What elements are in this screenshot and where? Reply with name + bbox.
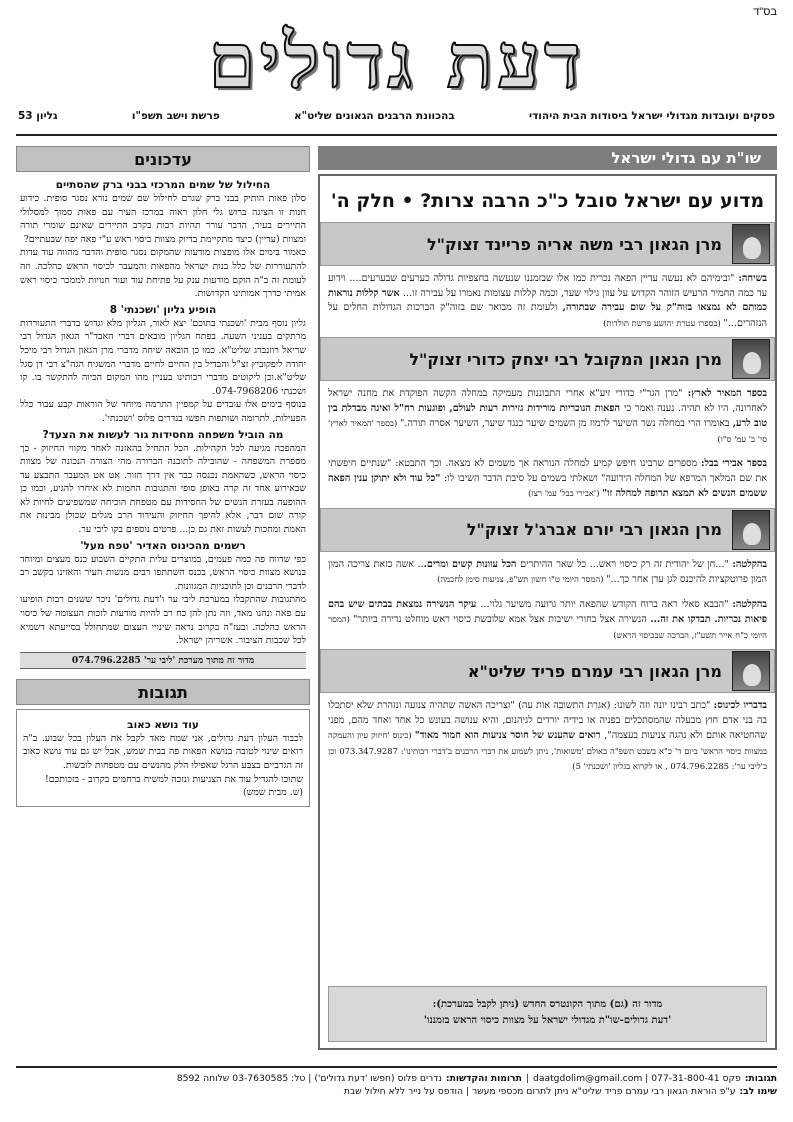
update-title: מה הוביל משפחה מחסידות גור לעשות את הצעד? [42,428,284,441]
quote-lead: בהקלטה: [732,558,767,570]
masthead-title: דעת גדולים [208,16,585,105]
quote-lead: בהקלטה: [732,598,767,610]
subhead [18,110,775,128]
quote-paragraph [328,272,767,331]
response-signature: (ש. מבית שמש) [243,787,303,799]
update-title: הופיע גליון 'ושכנתי' 8 [109,303,217,316]
response-title: עוד נושא כאוב [127,718,199,731]
quote-bold: עיקר הנשירה נמצאת בבתים שיש בהם פיאות נכריות. תבדקו את זה... [328,598,767,625]
quote-tail: .. אשה כזאת צריכה המון המון פרוטקציות להיכנס לגן עדן אחר כך..." [328,558,767,585]
footer-line-2: 'דעת גדולים-שו"ת מגדולי ישראל על מצוות כיסוי הראש בזמננו' [423,1015,672,1026]
bottom-row-2 [16,1085,777,1098]
rabbi-name: מרן הגאון רבי עמרם פריד שליט"א [467,661,722,681]
quote-tail: הנשירה אצל בחורי ישיבות אצל אמא שלובשת כיסוי ראש מוחלט נדירה ביותר" [353,614,651,625]
update-text: סלון פאות הותיק בבני ברק שגרם לחילול שם שמים נורא נסגר סופית. כידוע חנות זו הציגה ברוש גלי חלון ראוה במרכז העיר עם פאות סמוך למסלולי התיירים בעיר, הדבר עורר תהיות רבות בקרב התיירים שאינם שומרי תורה ומצוות (עדיין) כיצד מתקיימת בדיוק מצוות כיסוי ראש ע"י פאה יפה שבעתיים? [20,193,306,245]
main-footer-box [328,986,767,1042]
quote-paragraph [328,457,767,502]
subhead-issue: גליון 53 [18,110,58,122]
response-box [16,709,310,807]
top-rule [16,134,777,136]
rabbi-portrait [732,224,770,264]
quote-bold: "כל עוד ולא יתוקן ענין הפאה ששמים הנשים לא תמצא תרופה למחלה זו" [328,472,767,499]
quote-source: (המסר היומי ט"ו חשון תש"פ, צניעות סימן לחכמה) [437,574,607,584]
quote-bold: אשר קללות נוראות כמותם לא נמצאו בזוה"ק על שום עבירה שבתורה, [328,287,767,313]
quote-text: "כתב רבינו יונה וזה לשונו: (אגרת התשובה אות עה) "וצריכה האשה שתהיה צנועה ונזהרת שלא יסתכלו בה בני אדם חוץ מבעלה שהמסתכלים בפניה או בידיה יורדים לגיהנום, והיא ענושה בעונש כל אחד ואחד מהם, מפני שהחטיאה אותם ולא נהגה צניעות בעצמה", [328,700,767,741]
quote-bold: הכל עוונות קשים ומרים. [423,558,521,570]
quote-text: "הבבא סאלי ראה ברוח הקודש שהפאה יותר גרועה משיער גלוי... [480,598,733,610]
main-header: שו"ת עם גדולי ישראל [318,146,777,170]
update-text: גליון נוסף מבית 'ושכנתי בתוכם' יצא לאור, הגליון מלא וגדוש בדברי התעוררות מרתקים בעניני השעה. בפתח הגליון מובאים דברי האבד"ר הגאון הגדול רבי שריאל רוזנברג שליט"א. כמו כן הובאה שיחה מדברי מרן הגאון הגדול רבי מיכל יהודה ליפקוביץ זצ"ל והבדיל בין החיים לחיים מדברי המשגיח הגה"צ רבי דן סגל שליט"א.וכן ליקוטים מדברי רבותינו בעניין מהו המקום הכיוה להתקשר בו. קו ושכנתי 074-7968206. [20,317,306,397]
quote-source: ('אבירי בבל' עמ' רצו) [528,488,603,498]
quote-paragraph [328,558,767,588]
quote-lead: בשיחה: [738,273,767,284]
update-text: מהתגובות שהתקבלו במערכת ליבי ער ו'דעת גדולים' ניכר ששנים רבות הופיעו עם פאה ונהנו מאד, וזה נתן להן כח רב להיות מודעות לזכות העצומה של כיסוי הראש כהלכה. ובעז"ה בקרוב נראה שינויי העצום שמתחולל בסייעתא דשמיא לכל שכבות הציבור. אשריהן ישראל. [20,594,306,647]
quote-bold: רואים שהענש של חוסר צניעות הוא חמור מאוד" [414,730,605,741]
update-text: כפי שדווח פה כמה פעמים, במוצרים עלית התקיים השבוע כנס מעצים ומיוחד בנושא מצוות כיסוי הראש, בכנס השתתפו רבים מנשות העיר והאזינו בקשב רב לדברי הרבנים וכן לתוכניות המגוונות. [20,553,306,592]
quote-lead: בספר אבירי בבל: [701,458,767,469]
quote-lead: בדבריו לכינוס: [713,700,767,711]
rabbi-band [320,508,775,552]
notice-text: ע"פ הוראת הגאון רבי עמרם פריד שליט"א ניתן לתרום מכספי מעשר | הודפס על נייר ללא חילול שבת [343,1086,736,1097]
rabbi-name: מרן הגאון רבי משה אריה פריינד זצוק"ל [426,234,722,254]
donations-info: נדרים פלוס (חפשו 'דעת גדולים') | טל: 03-7630585 שלוחה 8592 [176,1073,442,1084]
bottom-row-1: תגובות: פקס 077-31-800-41 | daatgdolim@gmail.com | תרומות והקדשות: נדרים פלוס (חפשו 'דעת גדולים') | טל: 03-7630585 שלוחה 8592 [176,1073,777,1084]
quote-paragraph [328,387,767,447]
responses-header: תגובות [16,679,310,705]
quote-text: "מרן הגר"י כדורי זיע"א אחרי התבוננות מעמיקה במחלה הקשה הפוקדת את מחנה ישראל לאחרונה, היו לא תהיה. נענה ואמר כי [328,388,768,414]
side-column [16,146,310,807]
quote-paragraph [328,598,767,644]
contact-label: תגובות: [744,1073,777,1084]
rabbi-band [320,222,775,266]
subhead-tagline: פסקים ועובדות מגדולי ישראל ביסודות הבית היהודי [528,110,775,122]
update-title: רשמים מהכינוס האדיר 'טפח מעל' [80,539,246,552]
quote-text: "ובימיהם לא נעשה עדיין הפאה נכרית כמו אלו שבזמננו שנעשה בחצפיות גדולה כערעים שבערעים.... וידוע עד כמה החמיר הרעיש הזוהר הקדוש על עוון גילוי שער, וכמה קללות עצומות נאמרו על עבירה זו... [328,273,767,299]
subhead-parsha: פרשת וישב תשפ"ו [131,110,220,122]
updates-contact: מדור זה מתוך מערכת 'ליבי ער' 074.796.2285 [20,652,306,669]
rabbi-band [320,337,775,381]
masthead [0,18,793,104]
quote-source: (כינוס 'חיזוק עיון והעמקה במצוות כיסוי הראש' ביום ד' כ"א בשבט תשפ"ה באולם 'משואות', ניתן לשמוע את דברי הרבנים ב'דברי רבותינו': 073.347.9287 וכן ב'ליבי ער': 074.796.2285 , או לקרוא בגליון 'ושכנתי' 5) [328,730,767,771]
quote-text: "...חן של יהודית זה רק כיסוי ראש... כל שאר ההיתרים [520,558,733,570]
response-text: לכבוד העלון דעת גדולים, אני שמח מאד לקבל את העלון בכל שבוע. ב"ה רואים שינוי לטובה בנושא הפאות פה בבית שמש, אבל יש גם עוד נושא כאוב זה הגרביים בצבע הרגל שאפילו הלק מהנשים עם מטפחות לובשות. [23,732,303,771]
quote-tail: באומרו הרי במחלה נשר השיער לרמוז מן השמים שיער כנגד שיער, השיער אסרה תורה." [400,418,733,429]
update-text: המהפכה מגיעה לכל הקהילות. הכל התחיל בהאזנה לאחד מקווי החיזוק - כך מספרת המשפחה - שהובילה לתובנה הברורה מהי הצורה הנכונה של מצוות כיסוי הראש, כשהאמת נכנסה כבר אין דרך חזור. אט אט המעבר התבצע עד שבאירוע אחד זה קרה באופן סופי והתגובות החמות לא איחרו להגיע, וכמו כן ההופעה בעזרת הנשים של החסידות עם מטפחת הוכיחה שמשפיעים לחיות לא קורה שום דבר, אלא להיפך החיזוק והעידוד הרב מגלים שכולן מבינות את האמת ומחכות לעשות זאת גם כן... פרטים נוספים בקו ליבי ער. [20,442,306,536]
quote-source: (המסר היומי כ"ח אייר תשע"ז, הברכה שבכיסוי הראש) [328,614,767,640]
rabbi-name: מרן הגאון רבי יורם אברג'ל זצוק"ל [466,520,722,539]
updates-body [16,172,310,669]
quote-source: (בספר 'המאיר לארץ' סי' ב' עמ' ס"ו) [328,418,767,444]
footer-line-1: מדור זה (גם) מתוך הקונטרס החדש (ניתן לקבל במערכת): [432,999,663,1010]
quote-tail: ולעומת זה מבואר שם בזוה"ק הברכות הגדולות החלים על הנזהרים..." [328,302,767,329]
rabbi-band [320,649,775,693]
update-text: בנוסף בימים אלו עובדים על קמפיין התרמה מיוחד של הוראות קבע עבור כלל הפעילות, לתרומה ושותפות חפשו בנדרים פלוס 'ושכנתי'. [20,399,306,424]
updates-header: עדכונים [16,146,310,172]
rabbi-portrait [732,339,770,379]
rabbi-portrait [732,510,770,550]
main-column [318,146,777,1054]
contact-info[interactable]: פקס 077-31-800-41 | daatgdolim@gmail.com [532,1073,741,1084]
rabbi-name: מרן הגאון המקובל רבי יצחק כדורי זצוק"ל [409,349,722,369]
bottom-strip [16,1066,777,1098]
subhead-org: בהכוונת הרבנים הגאונים שליט"א [293,110,455,122]
quote-source: (בספרו עטרת יהושע פרשת תולדות) [603,317,724,328]
bsd-mark: בס"ד [753,6,777,18]
donations-label: תרומות והקדשות: [445,1073,522,1084]
notice-label: שימו לב: [739,1086,777,1097]
rabbi-portrait [732,651,770,691]
quote-text: מספרים שרבינו חיפש קמיע למחלה הנוראה אך משמים לא מצאה. וכך התבטא: "שנתיים חיפשתי את שם המלאך המרפא של המחלה הידועה" ושאלתי בשמים על סיבת הדבר השיבו לו: [328,458,767,484]
update-text: כאמור בימים אלו מופצות מודעות שהמקום נסגר סופית והדבר מהווה עוד עדות להתעוררות של כלל בנות ישראל מהפאות והמעבר לכיסוי הראש כהלכה. וזה לעומת זה ב"ה הוקם מודעות ענק על פתיחת עוד ועוד חנויות לממכר כיסוי ראש אמיתי כדרך אמותינו הקדושות. [20,247,306,300]
quote-bold: הפאות הנוכריות מורידות גזירות רעות לעולם, ופוגעות רח"ל ואינה מבדלת בין טוב לרע, [328,402,767,429]
update-title: החילול של שמים המרכזי בבני ברק שהסתיים [55,179,271,191]
quote-paragraph [328,699,767,775]
main-article-box [318,174,777,1050]
response-text: שתוכו להגדיל עוד את הצניעות ונזכה למשיח ברחמים בקרוב - בזכותכם! [45,773,303,785]
quote-lead: בספר המאיר לארץ: [687,388,768,399]
article-title: מדוע עם ישראל סובל כ"כ הרבה צרות? • חלק ה' [330,190,765,212]
